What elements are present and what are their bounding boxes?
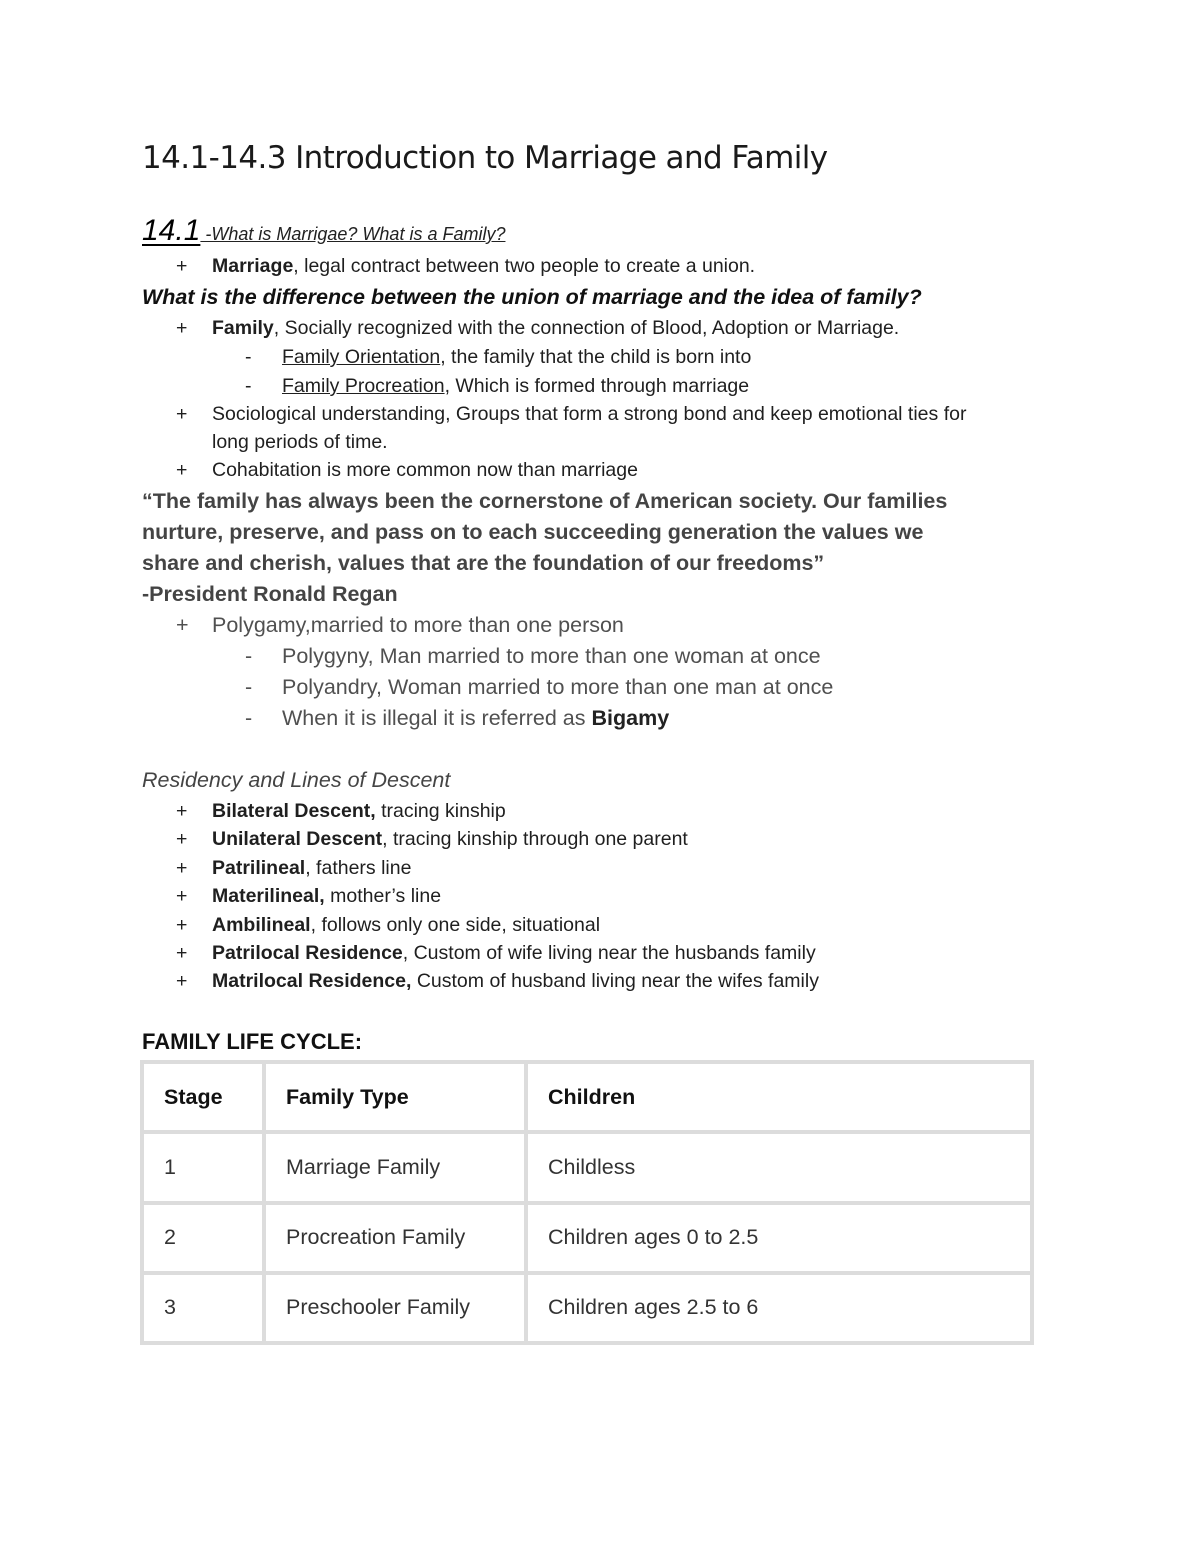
- term: Family Procreation: [282, 375, 445, 397]
- bullet-marker: +: [176, 255, 188, 277]
- term: Bigamy: [591, 706, 670, 730]
- bullet-marker: +: [176, 403, 188, 425]
- definition: , follows only one side, situational: [310, 914, 601, 936]
- text: Polygyny, Man married to more than one woman at once: [282, 644, 821, 668]
- descent-item: [176, 857, 411, 880]
- descent-item: [176, 828, 688, 851]
- table-cell: Childless: [526, 1132, 1032, 1202]
- bullet-marker: +: [176, 800, 188, 822]
- quote-line: “The family has always been the cornerstone of American society. Our families: [142, 489, 948, 513]
- quote-line: nurture, preserve, and pass on to each succeeding generation the values we: [142, 520, 924, 544]
- life-cycle-table: [140, 1060, 1034, 1345]
- subbullet-polyandry: [245, 675, 833, 700]
- descent-item: [176, 942, 816, 965]
- bullet-marker: +: [176, 857, 188, 879]
- definition: , the family that the child is born into: [440, 346, 752, 368]
- bullet-sociological: [176, 403, 966, 426]
- table-header-cell: Family Type: [264, 1062, 526, 1132]
- text: Polyandry, Woman married to more than one man at once: [282, 675, 834, 699]
- table-cell: Preschooler Family: [264, 1273, 526, 1343]
- quote-line: share and cherish, values that are the foundation of our freedoms”: [142, 551, 825, 575]
- definition: , legal contract between two people to create a union.: [293, 255, 756, 277]
- definition: , Which is formed through marriage: [444, 375, 750, 397]
- term: Ambilineal: [212, 914, 311, 936]
- definition: , tracing kinship through one parent: [382, 828, 688, 850]
- page-title: 14.1-14.3 Introduction to Marriage and Family: [142, 140, 828, 176]
- subbullet-orientation: [245, 346, 751, 369]
- bullet-cohabitation: [176, 459, 638, 482]
- bullet-marker: +: [176, 613, 189, 637]
- question-heading: What is the difference between the union of marriage and the idea of family?: [142, 285, 922, 309]
- section-subtitle: -What is Marrigae? What is a Family?: [200, 224, 506, 244]
- definition: tracing kinship: [375, 800, 506, 822]
- bullet-marker: +: [176, 970, 188, 992]
- bullet-polygamy: [176, 613, 624, 638]
- descent-item: [176, 970, 819, 993]
- definition: , Custom of wife living near the husbands family: [402, 942, 816, 964]
- bullet-marker: +: [176, 459, 188, 481]
- table-header-cell: Stage: [142, 1062, 264, 1132]
- term: Marriage: [212, 255, 294, 277]
- descent-item: [176, 800, 506, 823]
- dash-marker: -: [245, 675, 253, 699]
- quote-attribution: -President Ronald Regan: [142, 582, 398, 606]
- term: Family: [212, 317, 274, 339]
- definition: , Socially recognized with the connection of Blood, Adoption or Marriage.: [273, 317, 900, 339]
- text: When it is illegal it is referred as: [282, 706, 592, 730]
- term: Patrilocal Residence: [212, 942, 403, 964]
- dash-marker: -: [245, 706, 253, 730]
- definition: mother’s line: [324, 885, 442, 907]
- term: Matrilocal Residence,: [212, 970, 412, 992]
- text: Sociological understanding, Groups that form a strong bond and keep emotional ties for: [212, 403, 967, 425]
- table-header-cell: Children: [526, 1062, 1032, 1132]
- definition: Custom of husband living near the wifes family: [411, 970, 819, 992]
- bullet-marker: +: [176, 317, 188, 339]
- table-cell: 3: [142, 1273, 264, 1343]
- table-cell: Children ages 2.5 to 6: [526, 1273, 1032, 1343]
- dash-marker: -: [245, 644, 253, 668]
- table-row: [142, 1273, 1032, 1343]
- table-cell: Procreation Family: [264, 1203, 526, 1273]
- dash-marker: -: [245, 346, 252, 368]
- dash-marker: -: [245, 375, 252, 397]
- term: Materilineal,: [212, 885, 325, 907]
- bullet-sociological-cont: long periods of time.: [212, 431, 388, 453]
- residency-heading: Residency and Lines of Descent: [142, 768, 451, 792]
- table-row: [142, 1203, 1032, 1273]
- table-cell: 2: [142, 1203, 264, 1273]
- bullet-marker: +: [176, 885, 188, 907]
- life-cycle-heading: FAMILY LIFE CYCLE:: [142, 1029, 363, 1054]
- subbullet-bigamy: [245, 706, 669, 731]
- bullet-marriage: [176, 255, 755, 278]
- table-row: [142, 1132, 1032, 1202]
- bullet-marker: +: [176, 914, 188, 936]
- descent-item: [176, 914, 600, 937]
- descent-item: [176, 885, 441, 908]
- subbullet-polygyny: [245, 644, 821, 669]
- term: Patrilineal: [212, 857, 306, 879]
- text: Polygamy,married to more than one person: [212, 613, 624, 637]
- subbullet-procreation: [245, 375, 749, 398]
- section-number: 14.1: [142, 214, 201, 247]
- table-header-row: [142, 1062, 1032, 1132]
- table-cell: 1: [142, 1132, 264, 1202]
- bullet-marker: +: [176, 828, 188, 850]
- bullet-marker: +: [176, 942, 188, 964]
- bullet-family: [176, 317, 899, 340]
- definition: , fathers line: [305, 857, 412, 879]
- term: Bilateral Descent,: [212, 800, 376, 822]
- text: Cohabitation is more common now than marriage: [212, 459, 638, 481]
- table-cell: Marriage Family: [264, 1132, 526, 1202]
- table-cell: Children ages 0 to 2.5: [526, 1203, 1032, 1273]
- term: Family Orientation: [282, 346, 441, 368]
- section-heading: [142, 214, 505, 248]
- term: Unilateral Descent: [212, 828, 383, 850]
